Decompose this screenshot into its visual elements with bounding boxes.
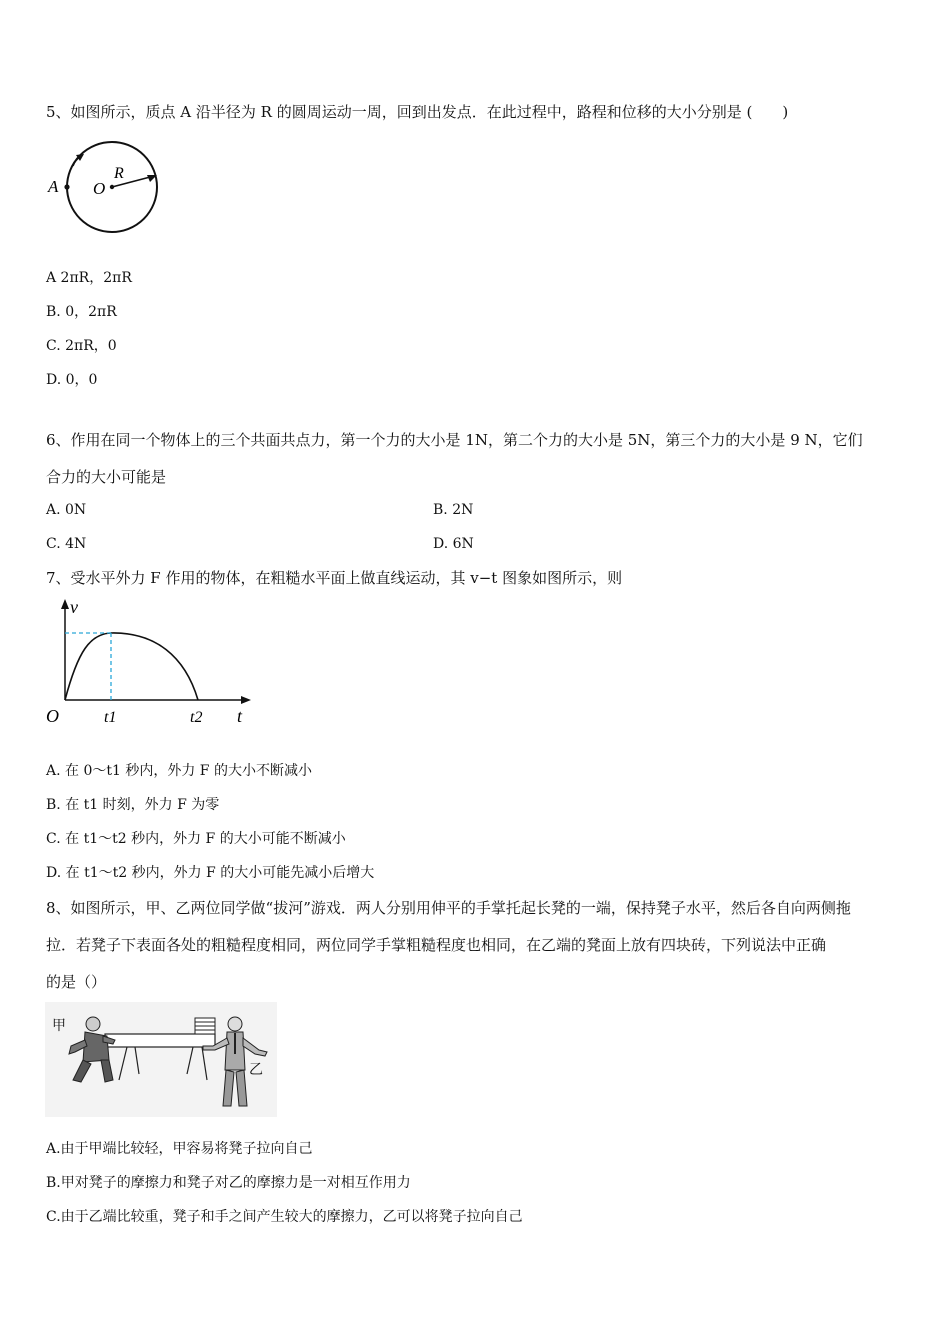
label-t2: t2 [190, 709, 203, 726]
q5-option-c[interactable]: C. 2πR，0 [46, 338, 117, 354]
q7-option-b[interactable]: B. 在 t1 时刻，外力 F 为零 [46, 797, 220, 813]
q8-option-c[interactable]: C.由于乙端比较重，凳子和手之间产生较大的摩擦力，乙可以将凳子拉向自己 [46, 1209, 523, 1225]
q6-stem-line2: 合力的大小可能是 [46, 468, 167, 486]
q6-option-a[interactable]: A. 0N [46, 502, 87, 518]
bench-seat [105, 1034, 215, 1047]
label-a: A [48, 177, 59, 196]
q5-stem: 5、如图所示，质点 A 沿半径为 R 的圆周运动一周，回到出发点．在此过程中，路程和位移的大小分别是 ( ) [46, 103, 789, 121]
label-v: v [70, 597, 78, 617]
label-r: R [114, 165, 124, 182]
q6-option-c[interactable]: C. 4N [46, 536, 87, 552]
q8-tug-of-war-figure [45, 1002, 277, 1117]
bricks-stack [195, 1018, 215, 1034]
q8-stem-line1: 8、如图所示，甲、乙两位同学做“拔河”游戏．两人分别用伸平的手掌托起长凳的一端，保持凳子水平，然后各自向两侧拖 [46, 899, 851, 917]
x-axis-arrowhead [241, 696, 251, 704]
label-t: t [237, 706, 243, 726]
q7-vt-graph [40, 596, 265, 731]
q7-stem: 7、受水平外力 F 作用的物体，在粗糙水平面上做直线运动，其 v−t 图象如图所示，则 [46, 569, 623, 587]
q5-circle-figure [44, 140, 169, 240]
q7-option-a[interactable]: A. 在 0～t1 秒内，外力 F 的大小不断减小 [46, 763, 312, 779]
q6-option-b[interactable]: B. 2N [433, 502, 474, 518]
q5-option-b[interactable]: B. 0，2πR [46, 304, 117, 320]
label-origin: O [46, 706, 59, 726]
q5-option-d[interactable]: D. 0，0 [46, 372, 98, 388]
velocity-curve [65, 633, 198, 700]
q7-option-c[interactable]: C. 在 t1～t2 秒内，外力 F 的大小可能不断减小 [46, 831, 346, 847]
q8-stem-line2: 拉．若凳子下表面各处的粗糙程度相同，两位同学手掌粗糙程度也相同，在乙端的凳面上放有四块砖，下列说法中正确 [46, 936, 827, 954]
q5-option-a[interactable]: A 2πR，2πR [46, 270, 132, 286]
label-t1: t1 [104, 709, 117, 726]
q7-option-d[interactable]: D. 在 t1～t2 秒内，外力 F 的大小可能先减小后增大 [46, 865, 375, 881]
label-o: O [93, 179, 106, 198]
q6-option-d[interactable]: D. 6N [433, 536, 474, 552]
label-yi: 乙 [249, 1062, 263, 1078]
y-axis-arrowhead [61, 599, 69, 609]
label-jia: 甲 [52, 1018, 66, 1034]
q8-option-a[interactable]: A.由于甲端比较轻，甲容易将凳子拉向自己 [46, 1141, 313, 1157]
q8-stem-line3: 的是（） [46, 973, 107, 991]
q8-option-b[interactable]: B.甲对凳子的摩擦力和凳子对乙的摩擦力是一对相互作用力 [46, 1175, 411, 1191]
q6-stem-line1: 6、作用在同一个物体上的三个共面共点力，第一个力的大小是 1N，第二个力的大小是 5N，第三个力的大小是 9 N，它们 [46, 431, 863, 449]
point-a-dot [64, 184, 69, 189]
